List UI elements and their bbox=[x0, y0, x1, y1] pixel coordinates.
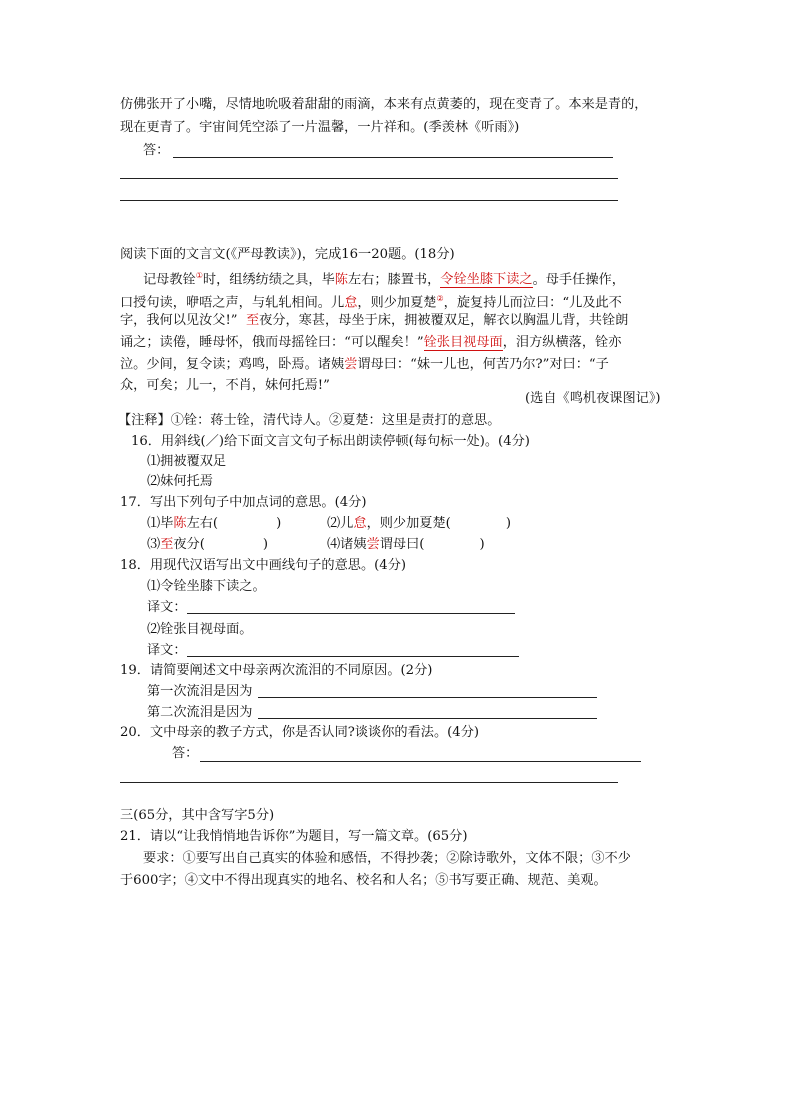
answer-line[interactable] bbox=[200, 761, 641, 762]
text: 夜分，寒甚，母坐于床，拥被覆双足，解衣以胸温儿背，共铨朗 bbox=[259, 313, 629, 328]
section-3-title: 三(65分，其中含写字5分) bbox=[120, 808, 275, 823]
text: 泣。少间，复令读；鸡鸣，卧焉。诸姨 bbox=[120, 357, 345, 372]
notes bbox=[118, 411, 500, 431]
text: ) bbox=[262, 537, 269, 552]
classical-line-1 bbox=[143, 266, 625, 290]
question-20: 20．文中母亲的教子方式，你是否认同?谈谈你的看法。(4分) bbox=[120, 725, 480, 740]
notes-text: ①铨：蒋士铨，清代诗人。②夏楚：这里是责打的意思。 bbox=[170, 413, 501, 428]
note-marker: ① bbox=[195, 271, 203, 280]
text: ) bbox=[479, 537, 485, 552]
text: 左右( bbox=[186, 516, 219, 531]
question-18: 18．用现代汉语写出文中画线句子的意思。(4分) bbox=[120, 558, 407, 573]
source-citation: (选自《鸣机夜课图记》) bbox=[525, 391, 661, 406]
classical-line-3 bbox=[120, 311, 628, 331]
text: 左右；膝置书， bbox=[347, 272, 441, 288]
q16-item-1: ⑴拥被覆双足 bbox=[147, 454, 227, 469]
q19-first: 第一次流泪是因为 bbox=[147, 684, 253, 699]
text: 记母教铨 bbox=[143, 272, 196, 288]
translation-line[interactable] bbox=[187, 613, 515, 614]
answer-line[interactable] bbox=[258, 697, 597, 698]
text: ) bbox=[505, 516, 511, 531]
note-marker: ② bbox=[436, 294, 444, 303]
text: 谓母曰：“妹一儿也，何苦乃尔?”对曰：“子 bbox=[357, 357, 609, 372]
translation-line[interactable] bbox=[187, 656, 519, 657]
answer-line[interactable] bbox=[173, 157, 613, 158]
translation-label: 译文： bbox=[147, 643, 187, 658]
q17-item-3 bbox=[147, 535, 268, 555]
reading-intro: 阅读下面的文言文(《严母教读》)，完成16一20题。(18分) bbox=[120, 247, 455, 262]
question-19: 19．请简要阐述文中母亲两次流泪的不同原因。(2分) bbox=[120, 663, 433, 678]
text: ，旋复持儿而泣曰：“儿及此不 bbox=[443, 295, 622, 311]
classical-line-4 bbox=[120, 333, 621, 353]
answer-line[interactable] bbox=[120, 178, 618, 179]
requirements-line-2: 于600字；④文中不得出现真实的地名、校名和人名；⑤书写要正确、规范、美观。 bbox=[120, 873, 607, 888]
dotted-word: 怠 bbox=[344, 295, 358, 311]
dotted-word: 至 bbox=[160, 537, 174, 552]
text: ，泪方纵横落，铨亦 bbox=[502, 335, 622, 350]
classical-line-2 bbox=[120, 289, 622, 313]
text: 。母手任操作， bbox=[532, 272, 625, 288]
answer-label: 答： bbox=[143, 143, 170, 158]
text: ⑶ bbox=[147, 537, 161, 552]
q16-item-2: ⑵妹何托焉 bbox=[147, 474, 213, 489]
passage-line-1: 仿佛张开了小嘴，尽情地吮吸着甜甜的雨滴，本来有点黄萎的，现在变青了。本来是青的， bbox=[120, 97, 648, 112]
classical-line-5 bbox=[120, 355, 609, 375]
text: ) bbox=[276, 516, 282, 531]
text: 夜分( bbox=[173, 537, 205, 552]
text: 时，组绣纺绩之具，毕 bbox=[202, 272, 335, 288]
dotted-word: 怠 bbox=[353, 516, 367, 531]
answer-line[interactable] bbox=[120, 200, 618, 201]
classical-line-6: 众，可矣；儿一，不肖，妹何托焉!” bbox=[120, 378, 330, 393]
q18-item-1: ⑴令铨坐膝下读之。 bbox=[147, 579, 266, 594]
q17-item-4 bbox=[327, 535, 485, 555]
text: 口授句读，咿唔之声，与轧轧相间。儿 bbox=[120, 295, 345, 311]
question-21: 21．请以“让我悄悄地告诉你”为题目，写一篇文章。(65分) bbox=[120, 829, 468, 844]
answer-label: 答： bbox=[172, 746, 199, 761]
answer-line[interactable] bbox=[120, 782, 618, 783]
text: ⑵儿 bbox=[327, 516, 354, 531]
text: 诵之；读倦，睡母怀，俄而母摇铨曰：“可以醒矣！” bbox=[120, 335, 424, 350]
text: ，则少加夏楚 bbox=[357, 295, 437, 311]
text: ，则少加夏楚( bbox=[366, 516, 451, 531]
q18-item-2: ⑵铨张目视母面。 bbox=[147, 622, 253, 637]
underlined-sentence: 铨张目视母面 bbox=[423, 335, 503, 350]
question-17: 17．写出下列句子中加点词的意思。(4分) bbox=[120, 495, 367, 510]
answer-line[interactable] bbox=[258, 718, 597, 719]
text: 谓母曰( bbox=[379, 537, 425, 552]
dotted-word: 至 bbox=[245, 313, 260, 328]
q17-item-2 bbox=[327, 514, 511, 534]
notes-label: 【注释】 bbox=[118, 413, 171, 428]
passage-line-2: 现在更青了。宇宙间凭空添了一片温馨，一片祥和。(季羡林《听雨》) bbox=[120, 120, 520, 135]
question-16: 16．用斜线(／)给下面文言文句子标出朗读停顿(每句标一处)。(4分) bbox=[131, 434, 530, 449]
text: ⑷诸姨 bbox=[327, 537, 367, 552]
q19-second: 第二次流泪是因为 bbox=[147, 705, 253, 720]
dotted-word: 尝 bbox=[344, 357, 358, 372]
underlined-sentence: 令铨坐膝下读之 bbox=[440, 272, 533, 288]
dotted-word: 尝 bbox=[366, 537, 380, 552]
requirements-line-1: 要求：①要写出自己真实的体验和感悟，不得抄袭；②除诗歌外，文体不限；③不少 bbox=[143, 851, 631, 866]
dotted-word: 陈 bbox=[173, 516, 187, 531]
dotted-word: 陈 bbox=[334, 272, 348, 288]
text: 字，我何以见汝父!” bbox=[120, 313, 238, 328]
translation-label: 译文： bbox=[147, 600, 187, 615]
q17-item-1 bbox=[147, 514, 281, 534]
text: ⑴毕 bbox=[147, 516, 174, 531]
